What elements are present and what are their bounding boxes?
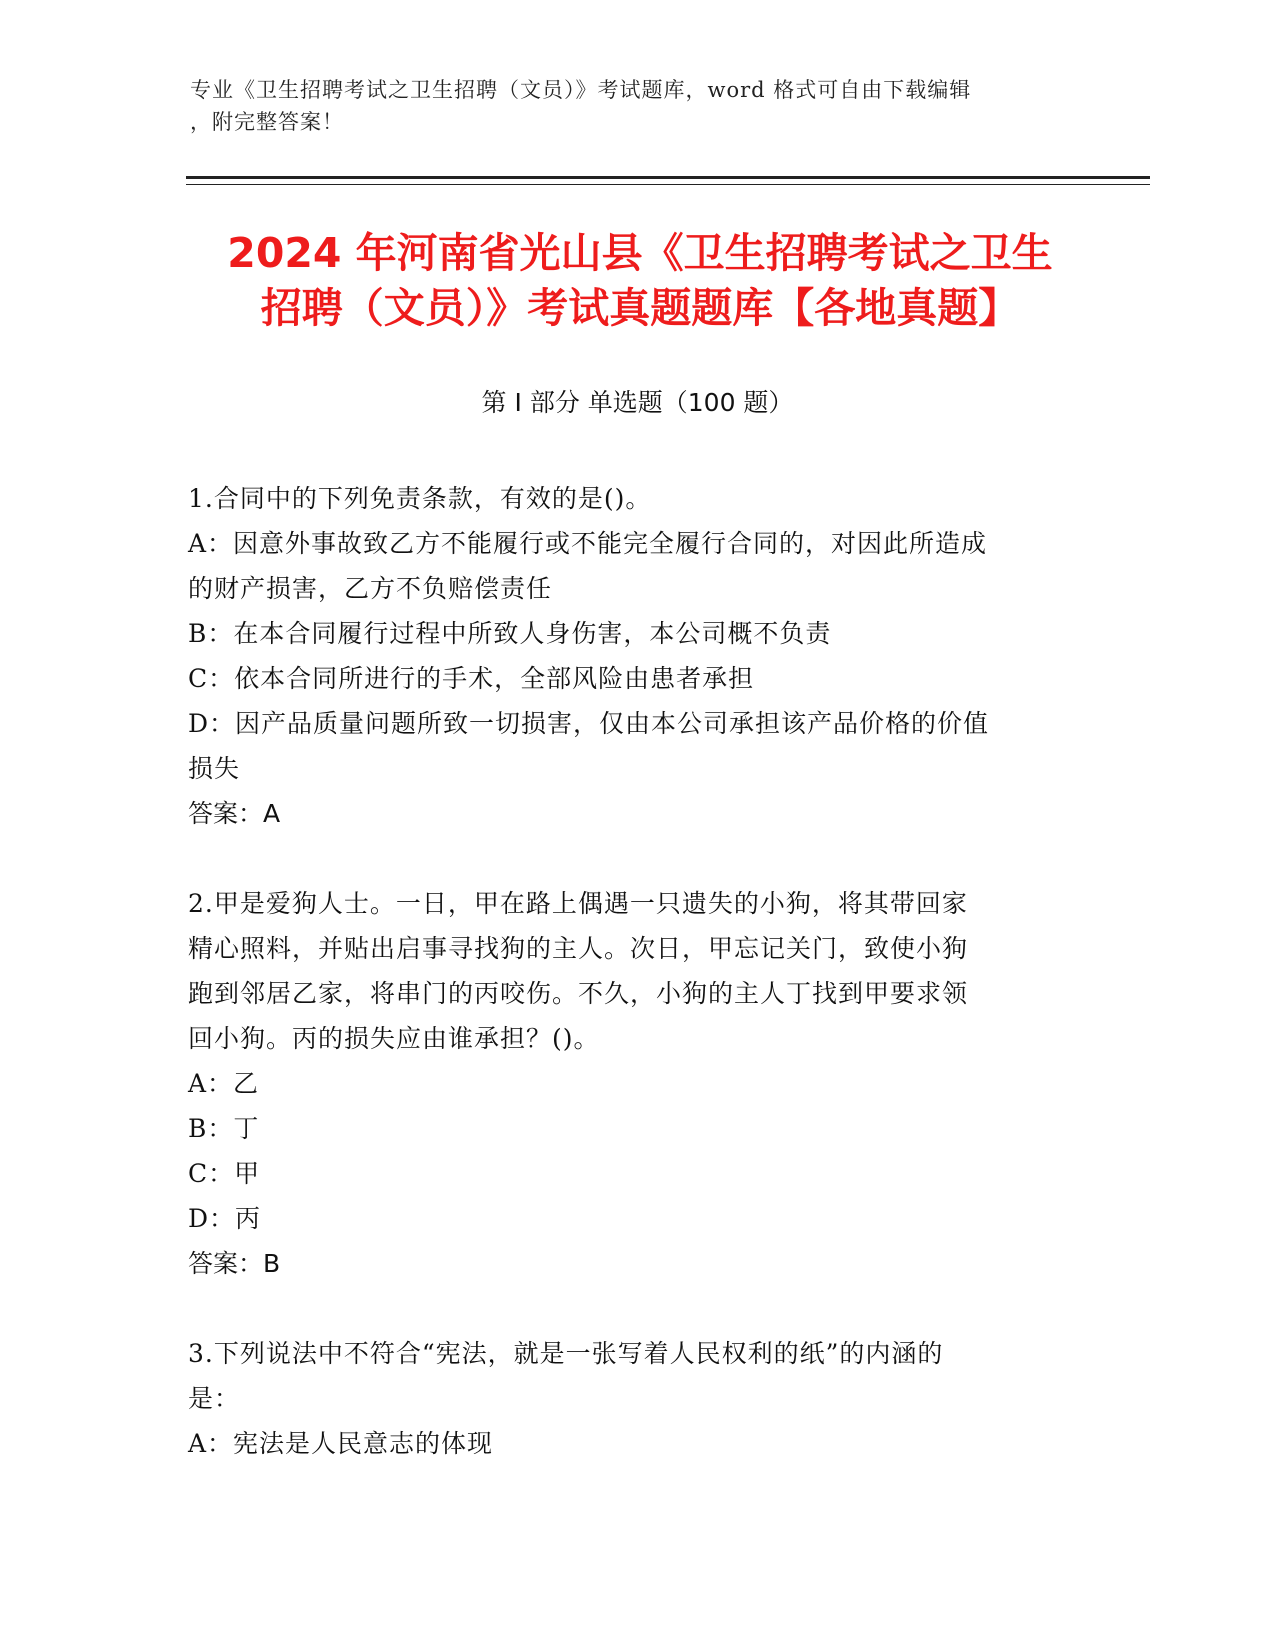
question-2: [188, 881, 1078, 1286]
header-note-line: 专业《卫生招聘考试之卫生招聘（文员）》考试题库，word 格式可自由下载编辑: [190, 78, 972, 102]
question-3: [188, 1331, 1078, 1466]
question-spacer: [188, 836, 1078, 881]
question-spacer: [188, 1286, 1078, 1331]
question-list: [188, 476, 1078, 1466]
answer-label: 答案：B: [188, 1249, 281, 1278]
option-c: C：甲: [188, 1159, 261, 1188]
header-divider-thin: [186, 184, 1150, 185]
option-d: D：丙: [188, 1204, 262, 1233]
section-title: 第 I 部分 单选题（100 题）: [481, 388, 794, 417]
option-a: A：因意外事故致乙方不能履行或不能完全履行合同的，对因此所造成: [188, 529, 988, 558]
document-title: [160, 226, 1120, 336]
option-d-continued: 损失: [188, 754, 241, 783]
question-stem: 回小狗。丙的损失应由谁承担？()。: [188, 1024, 600, 1053]
question-stem: 1.合同中的下列免责条款，有效的是()。: [188, 484, 652, 513]
question-1: [188, 476, 1078, 836]
option-b: B：丁: [188, 1114, 260, 1143]
question-stem: 3.下列说法中不符合“宪法，就是一张写着人民权利的纸”的内涵的: [188, 1339, 944, 1368]
option-c: C：依本合同所进行的手术，全部风险由患者承担: [188, 664, 755, 693]
header-divider-thick: [186, 176, 1150, 179]
question-stem: 是：: [188, 1384, 241, 1413]
question-stem: 精心照料，并贴出启事寻找狗的主人。次日，甲忘记关门，致使小狗: [188, 934, 969, 963]
option-b: B：在本合同履行过程中所致人身伤害，本公司概不负责: [188, 619, 832, 648]
header-note-line: ，附完整答案！: [190, 110, 344, 134]
question-stem: 跑到邻居乙家，将串门的丙咬伤。不久，小狗的主人丁找到甲要求领: [188, 979, 969, 1008]
document-title-line: 招聘（文员）》考试真题题库【各地真题】: [260, 284, 1020, 332]
question-stem: 2.甲是爱狗人士。一日，甲在路上偶遇一只遗失的小狗，将其带回家: [188, 889, 968, 918]
header-note: [190, 74, 1070, 138]
document-title-line: 2024 年河南省光山县《卫生招聘考试之卫生: [227, 229, 1053, 277]
option-d: D：因产品质量问题所致一切损害，仅由本公司承担该产品价格的价值: [188, 709, 990, 738]
option-a: A：宪法是人民意志的体现: [188, 1429, 494, 1458]
option-a-continued: 的财产损害，乙方不负赔偿责任: [188, 574, 553, 603]
answer-label: 答案：A: [188, 799, 281, 828]
option-a: A：乙: [188, 1069, 260, 1098]
